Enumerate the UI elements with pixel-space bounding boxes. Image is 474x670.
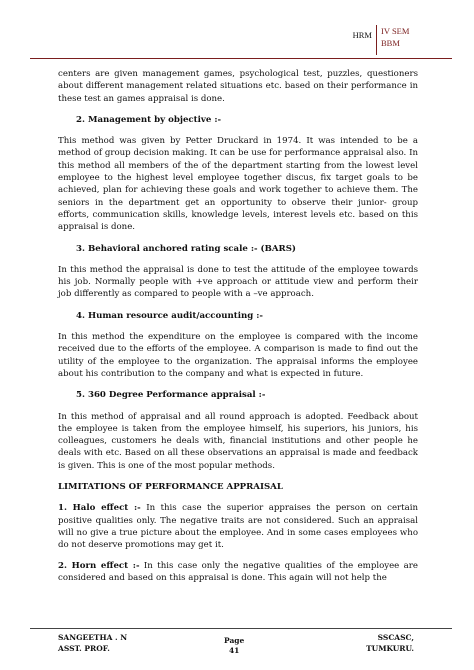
footer-college: SSCASC,: [377, 633, 414, 642]
page-header: [348, 23, 456, 55]
header-divider: [376, 25, 377, 55]
section-heading-mbo: 2. Management by objective :-: [76, 114, 222, 125]
horn-effect-paragraph: [58, 560, 418, 585]
horn-effect-text: In this case only the negative qualities of the employee are considered and based on this appraisal is done. This again will not help the: [58, 560, 418, 583]
header-subject: HRM: [352, 30, 372, 40]
section-paragraph-bars: In this method the appraisal is done to test the attitude of the employee towards his job. Normally people with +ve approach or attitude view and perform their job differently as compared to people with a –ve approach.: [58, 264, 418, 300]
halo-effect-text: In this case the superior appraises the person on certain positive qualities only. The negative traits are not considered. Such an appraisal will no give a true picture about the employee. And in some cases employees who do not deserve promotions may get it.: [58, 503, 419, 551]
header-semester: IV SEM: [381, 26, 410, 36]
header-rule: [30, 58, 452, 59]
section-paragraph-mbo: This method was given by Petter Druckard in 1974. It was intended to be a method of group decision making. It can be use for performance appraisal also. In this method all members of the of the department starting from the lowest level employee to the highest level employee together discus, fix target goals to be achieved, plan for achieving these goals and work together to achieve them. The seniors in the department get an opportunity to observe their junior- group efforts, communication skills, knowledge levels, interest levels etc. based on this appraisal is done.: [58, 136, 418, 233]
footer-institution: [366, 632, 414, 654]
halo-effect-paragraph: [58, 502, 418, 551]
section-heading-bars: 3. Behavioral anchored rating scale :- (BARS): [76, 243, 296, 254]
section-paragraph-hr-audit: In this method the expenditure on the employee is compared with the income received due to the efforts of the employee. A comparison is made to find out the utility of the employee to the organization. The appraisal informs the employee about his contribution to the company and what is expected in future.: [58, 332, 418, 379]
footer-author: [58, 632, 127, 654]
intro-paragraph: centers are given management games, psychological test, puzzles, questioners about different management related situations etc. based on their performance in these test an games appraisal is done.: [58, 69, 418, 104]
footer-page: [224, 636, 244, 656]
section-paragraph-360: In this method of appraisal and all round approach is adopted. Feedback about the employee is taken from the employee himself, his superiors, his juniors, his colleagues, customers he deals with, financial institutions and other people he deals with etc. Based on all these observations an appraisal is made and feedback is given. This is one of the most popular methods.: [58, 411, 418, 471]
document-body: [58, 68, 418, 584]
header-course-info: [381, 25, 409, 49]
halo-effect-lead: 1. Halo effect :-: [58, 503, 141, 514]
footer-author-title: ASST. PROF.: [58, 644, 110, 653]
footer-author-name: SANGEETHA . N: [58, 633, 128, 642]
footer-city: TUMKURU.: [366, 644, 414, 653]
section-heading-hr-audit: 4. Human resource audit/accounting :-: [76, 310, 263, 321]
footer-page-label: Page: [224, 636, 245, 645]
footer-page-number: 41: [228, 646, 240, 655]
header-course: BBM: [381, 38, 400, 48]
page-footer: [0, 628, 474, 668]
horn-effect-lead: 2. Horn effect :-: [58, 560, 140, 571]
limitations-heading: LIMITATIONS OF PERFORMANCE APPRAISAL: [58, 482, 283, 493]
section-heading-360: 5. 360 Degree Performance appraisal :-: [76, 390, 266, 401]
